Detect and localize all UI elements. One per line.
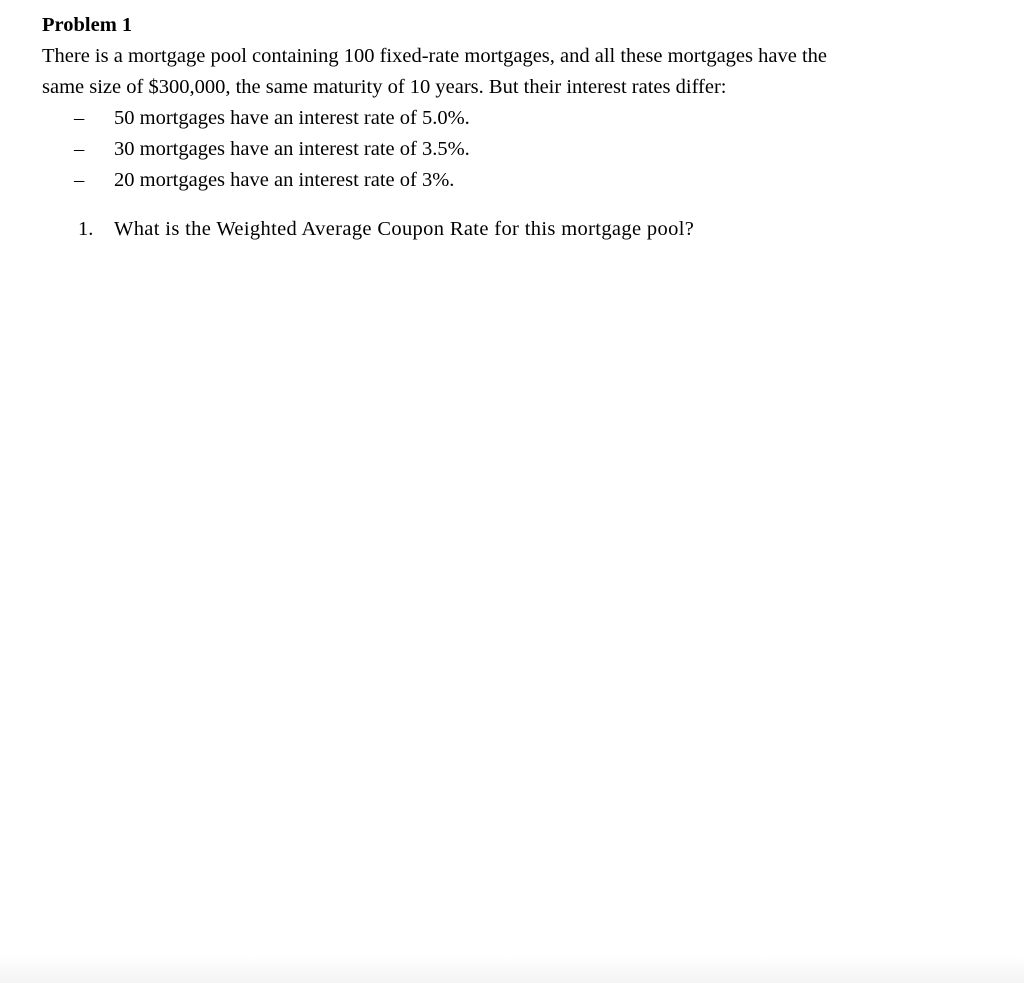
- interest-rate-list: [42, 103, 1002, 196]
- dash-bullet-marker: –: [74, 169, 85, 191]
- list-item: [42, 165, 1002, 196]
- intro-line: same size of $300,000, the same maturity of 10 years. But their interest rates differ:: [42, 76, 727, 98]
- list-item: [42, 103, 1002, 134]
- list-item-text: 50 mortgages have an interest rate of 5.0%.: [114, 107, 470, 129]
- list-item-text: 30 mortgages have an interest rate of 3.5%.: [114, 138, 470, 160]
- question-text: What is the Weighted Average Coupon Rate for this mortgage pool?: [114, 218, 695, 240]
- problem-intro: [42, 41, 1002, 103]
- list-item: [42, 134, 1002, 165]
- dash-bullet-marker: –: [74, 107, 85, 129]
- problem-section: [42, 10, 1002, 245]
- question-list: [42, 214, 1002, 245]
- problem-heading: Problem 1: [42, 14, 133, 36]
- question-item: [42, 214, 1002, 245]
- dash-bullet-marker: –: [74, 138, 85, 160]
- intro-line: There is a mortgage pool containing 100 fixed-rate mortgages, and all these mortgages have the: [42, 45, 827, 67]
- list-item-text: 20 mortgages have an interest rate of 3%.: [114, 169, 455, 191]
- question-number: 1.: [78, 218, 94, 240]
